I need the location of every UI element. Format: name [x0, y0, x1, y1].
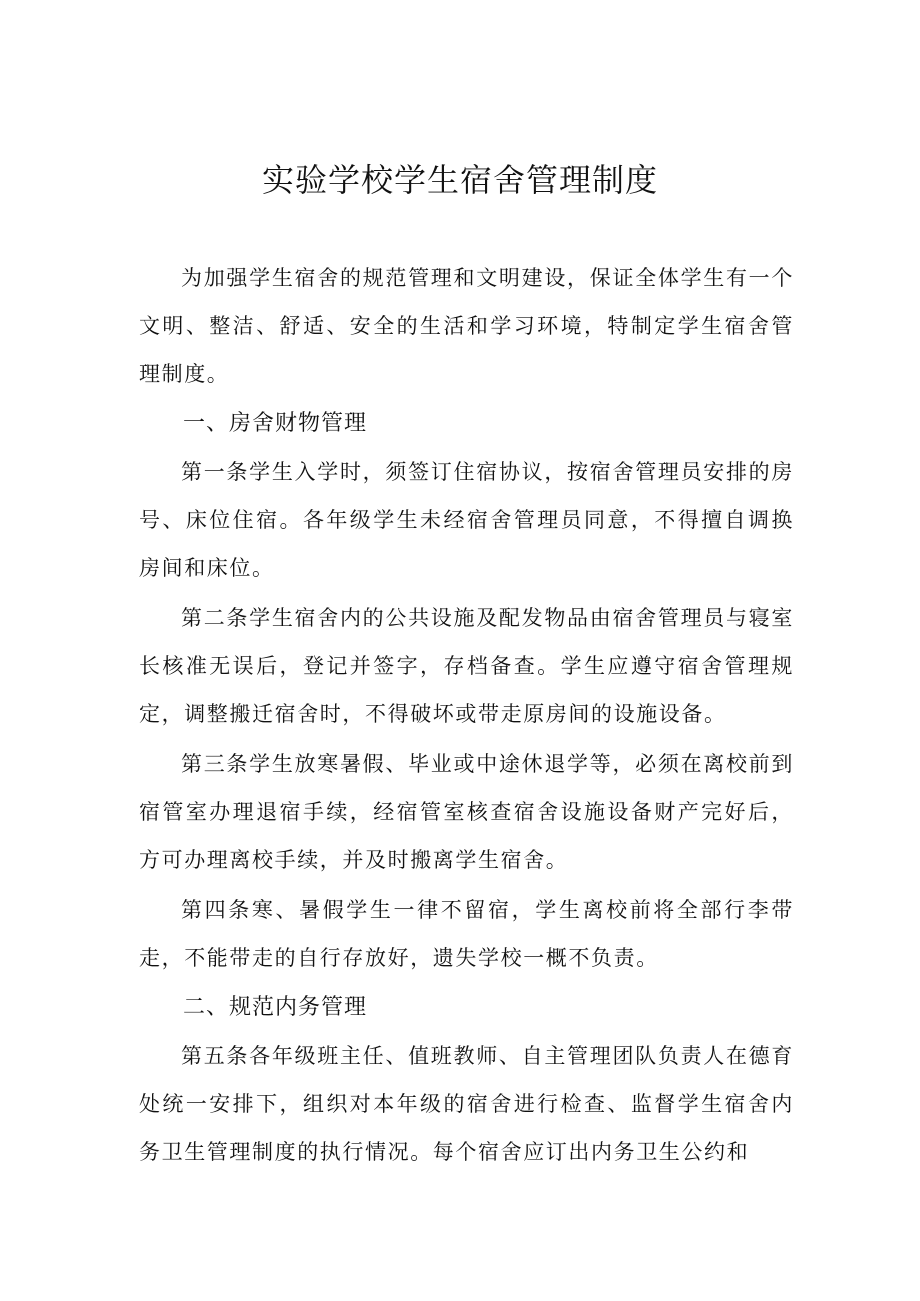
- article-4-paragraph: 第四条寒、暑假学生一律不留宿，学生离校前将全部行李带走，不能带走的自行存放好，遗失学校一概不负责。: [139, 898, 794, 970]
- article-5-paragraph: 第五条各年级班主任、值班教师、自主管理团队负责人在德育处统一安排下，组织对本年级的宿舍进行检查、监督学生宿舍内务卫生管理制度的执行情况。每个宿舍应订出内务卫生公约和: [139, 1044, 794, 1164]
- article-3-paragraph: 第三条学生放寒暑假、毕业或中途休退学等，必须在离校前到宿管室办理退宿手续，经宿管室核查宿舍设施设备财产完好后，方可办理离校手续，并及时搬离学生宿舍。: [139, 752, 794, 872]
- article-1-paragraph: 第一条学生入学时，须签订住宿协议，按宿舍管理员安排的房号、床位住宿。各年级学生未经宿舍管理员同意，不得擅自调换房间和床位。: [139, 460, 794, 580]
- article-2-paragraph: 第二条学生宿舍内的公共设施及配发物品由宿舍管理员与寝室长核准无误后，登记并签字，存档备查。学生应遵守宿舍管理规定，调整搬迁宿舍时，不得破坏或带走原房间的设施设备。: [139, 606, 794, 726]
- section-property-management: [139, 400, 794, 982]
- document-body: [139, 254, 794, 1176]
- document-title: 实验学校学生宿舍管理制度: [261, 161, 658, 199]
- section-heading: 二、规范内务管理: [183, 995, 368, 1020]
- section-heading: 一、房舍财物管理: [183, 411, 368, 436]
- intro-paragraph: 为加强学生宿舍的规范管理和文明建设，保证全体学生有一个文明、整洁、舒适、安全的生活和学习环境，特制定学生宿舍管理制度。: [139, 266, 794, 386]
- section-housekeeping-management: [139, 984, 794, 1176]
